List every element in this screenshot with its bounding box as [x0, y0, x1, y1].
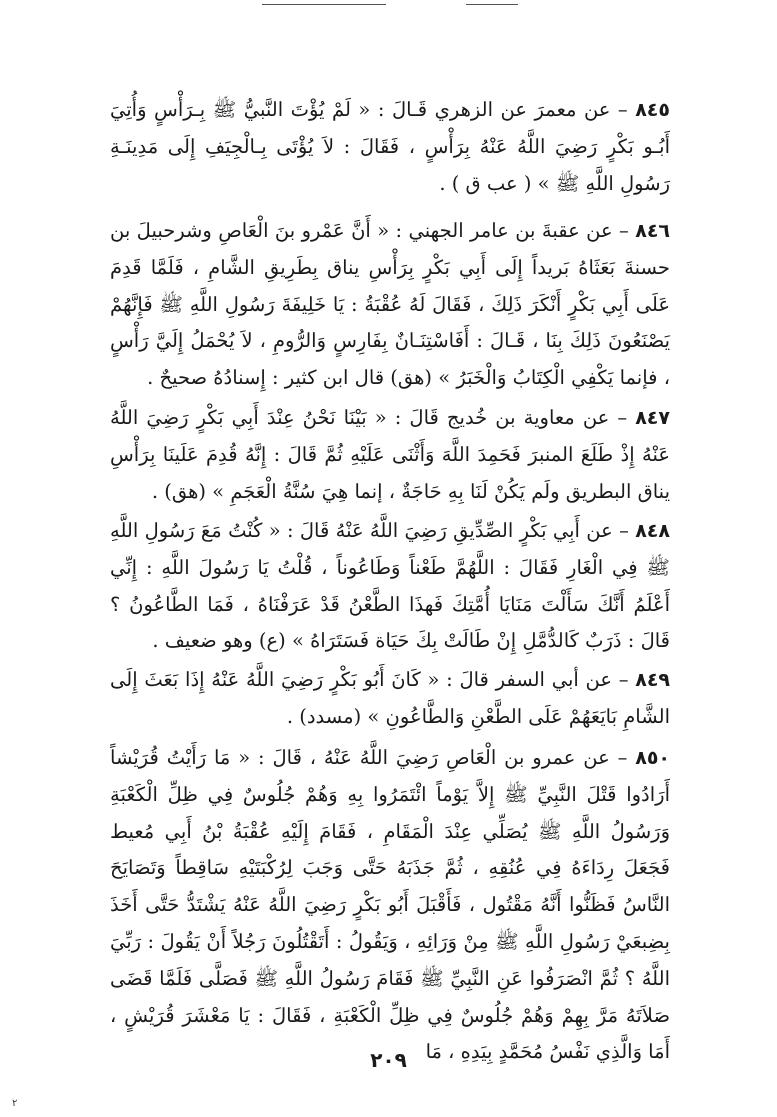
hadith-number: ٨٤٩ [635, 669, 671, 691]
top-rule-left [262, 4, 386, 5]
top-rule-right [466, 4, 518, 5]
hadith-845 [110, 92, 670, 202]
corner-mark: ٢ [12, 1098, 18, 1109]
hadith-number: ٨٤٨ [635, 520, 670, 542]
hadith-848 [110, 513, 670, 660]
hadith-text: – عن عمرو بن الْعَاصِ رَضِيَ اللَّهُ عَنْهُ ، قَالَ : « مَا رَأَيْتُ قُرَيْشاً أَرَادُوا قَتْلَ النَّبِيِّ ﷺ إِلاَّ يَوْماً ائْتَمَرُوا بِهِ وَهُمْ جُلُوسٌ فِي ظِلِّ الْكَعْبَةِ وَرَسُولُ اللَّهِ ﷺ يُصَلِّي عِنْدَ الْمَقَامِ ، فَقَامَ إِلَيْهِ عُقْبَةُ بْنُ أَبِي مُعيط فَجَعَلَ رِدَاءَهُ فِي عُنُقِهِ ، ثُمَّ جَذَبَهُ حَتَّى وَجَبَ لِرُكْبَتَيْهِ سَاقِطاً وَتَصَايَحَ النَّاسُ فَظَنُّوا أَنَّهُ مَقْتُول ، فَأَقْبَلَ أَبُو بَكْرٍ رَضِيَ اللَّهُ عَنْهُ يَشْتَدُّ حَتَّى أَخَذَ بِضِبعَيْ رَسُولِ اللَّهِ ﷺ مِنْ وَرَائِهِ ، وَيَقُولُ : أَتَقْتُلُونَ رَجُلاً أَنْ يَقُولَ : رَبِّيَ اللَّهُ ؟ ثُمَّ انْصَرَفُوا عَنِ النَّبِيِّ ﷺ فَقَامَ رَسُولُ اللَّهِ ﷺ فَصَلَّى فَلَمَّا قَضَى صَلاَتَهُ مَرَّ بِهِمْ وَهُمْ جُلُوسٌ فِي ظِلِّ الْكَعْبَةِ ، فَقَالَ : يَا مَعْشَرَ قُرَيْشٍ ، أَمَا وَالَّذِي نَفْسُ مُحَمَّدٍ بِيَدِهِ ، مَا [110, 746, 670, 1064]
hadith-number: ٨٤٦ [635, 220, 671, 242]
hadith-849 [110, 662, 670, 736]
hadith-846 [110, 213, 670, 397]
hadith-text: – عن أَبِي بَكْرٍ الصِّدِّيقِ رَضِيَ اللَّهُ عَنْهُ قَالَ : « كُنْتُ مَعَ رَسُولِ اللَّهِ ﷺ فِي الْغَارِ فَقَالَ : اللَّهُمَّ طَعْناً وَطَاعُوناً ، قُلْتُ يَا رَسُولَ اللَّهِ : إِنِّي أَعْلَمُ أَنَّكَ سَأَلْتَ مَنَايَا أُمَّتِكَ فَهذَا الطَّعْنُ قَدْ عَرَفْنَاهُ ، فَمَا الطَّاعُونُ ؟ قَالَ : ذَرَبٌ كَالدُّمَّلِ إِنْ طَالَتْ بِكَ حَيَاة فَسَتَرَاهُ » (ع) وهو ضعيف . [110, 519, 670, 653]
hadith-number: ٨٥٠ [635, 747, 671, 769]
hadith-text: – عن معاوية بن خُديج قَالَ : « بَيْنَا نَحْنُ عِنْدَ أَبِي بَكْرٍ رَضِيَ اللَّهُ عَنْهُ إِذْ طَلَعَ المنبرَ فَحَمِدَ اللَّهَ وَأَثْنَى عَلَيْهِ ثُمَّ قَالَ : إِنَّهُ قُدِمَ عَلَينَا بِرَأْسِ يناق البطريق ولَم يَكُنْ لَنَا بِهِ حَاجَةٌ ، إنما هِيَ سُنَّةُ الْعَجَمِ » (هق) . [110, 406, 670, 503]
hadith-number: ٨٤٧ [635, 407, 670, 429]
hadith-number: ٨٤٥ [635, 99, 670, 121]
hadith-850 [110, 740, 670, 1071]
hadith-text: – عن معمرَ عن الزهري قَـالَ : « لَمْ يُؤْتَ النَّبيُّ ﷺ بِـرَأْسٍ وَأُتِيَ أَبُـو بَكْرٍ رَضِيَ اللَّهُ عَنْهُ بِرَأْسٍ ، فَقَالَ : لاَ يُؤْتَى بِـالْجِيَفِ إِلَى مَدِينَـةِ رَسُولِ اللَّهِ ﷺ » ( عب ق ) . [110, 98, 670, 195]
hadith-text: – عن عقبةَ بن عامر الجهني : « أَنَّ عَمْرو بنَ الْعَاصِ وشرحبيلَ بن حسنةَ بَعَثَاهُ بَريداً إِلَى أَبِي بَكْرٍ بِرَأْسِ يناق بِطَرِيقِ الشَّامِ ، فَلَمَّا قَدِمَ عَلَى أَبِي بَكْرٍ أَنْكَرَ ذَلِكَ ، فَقَالَ لَهُ عُقْبَةُ : يَا خَلِيفَةَ رَسُولِ اللَّهِ ﷺ فَإِنَّهُمْ يَصْنَعُونَ ذَلِكَ بِنَا ، قَـالَ : أَفَاسْتِنَـانٌ بِفَارِسٍ وَالرُّومِ ، لاَ يُحْمَلُ إِلَيَّ رَأْسٍ ، فإنما يَكْفِي الْكِتَابُ وَالْخَبَرُ » (هق) قال ابن كثير : إِسنادُهُ صحيحٌ . [110, 219, 670, 390]
hadith-847 [110, 400, 670, 510]
page-number: ٢٠٩ [370, 1048, 407, 1072]
hadith-text: – عن أبي السفر قالَ : « كَانَ أَبُو بَكْرٍ رَضِيَ اللَّهُ عَنْهُ إِذَا بَعَثَ إِلَى الشَّامِ بَايَعَهُمْ عَلَى الطَّعْنِ وَالطَّاعُونِ » (مسدد) . [110, 668, 670, 728]
